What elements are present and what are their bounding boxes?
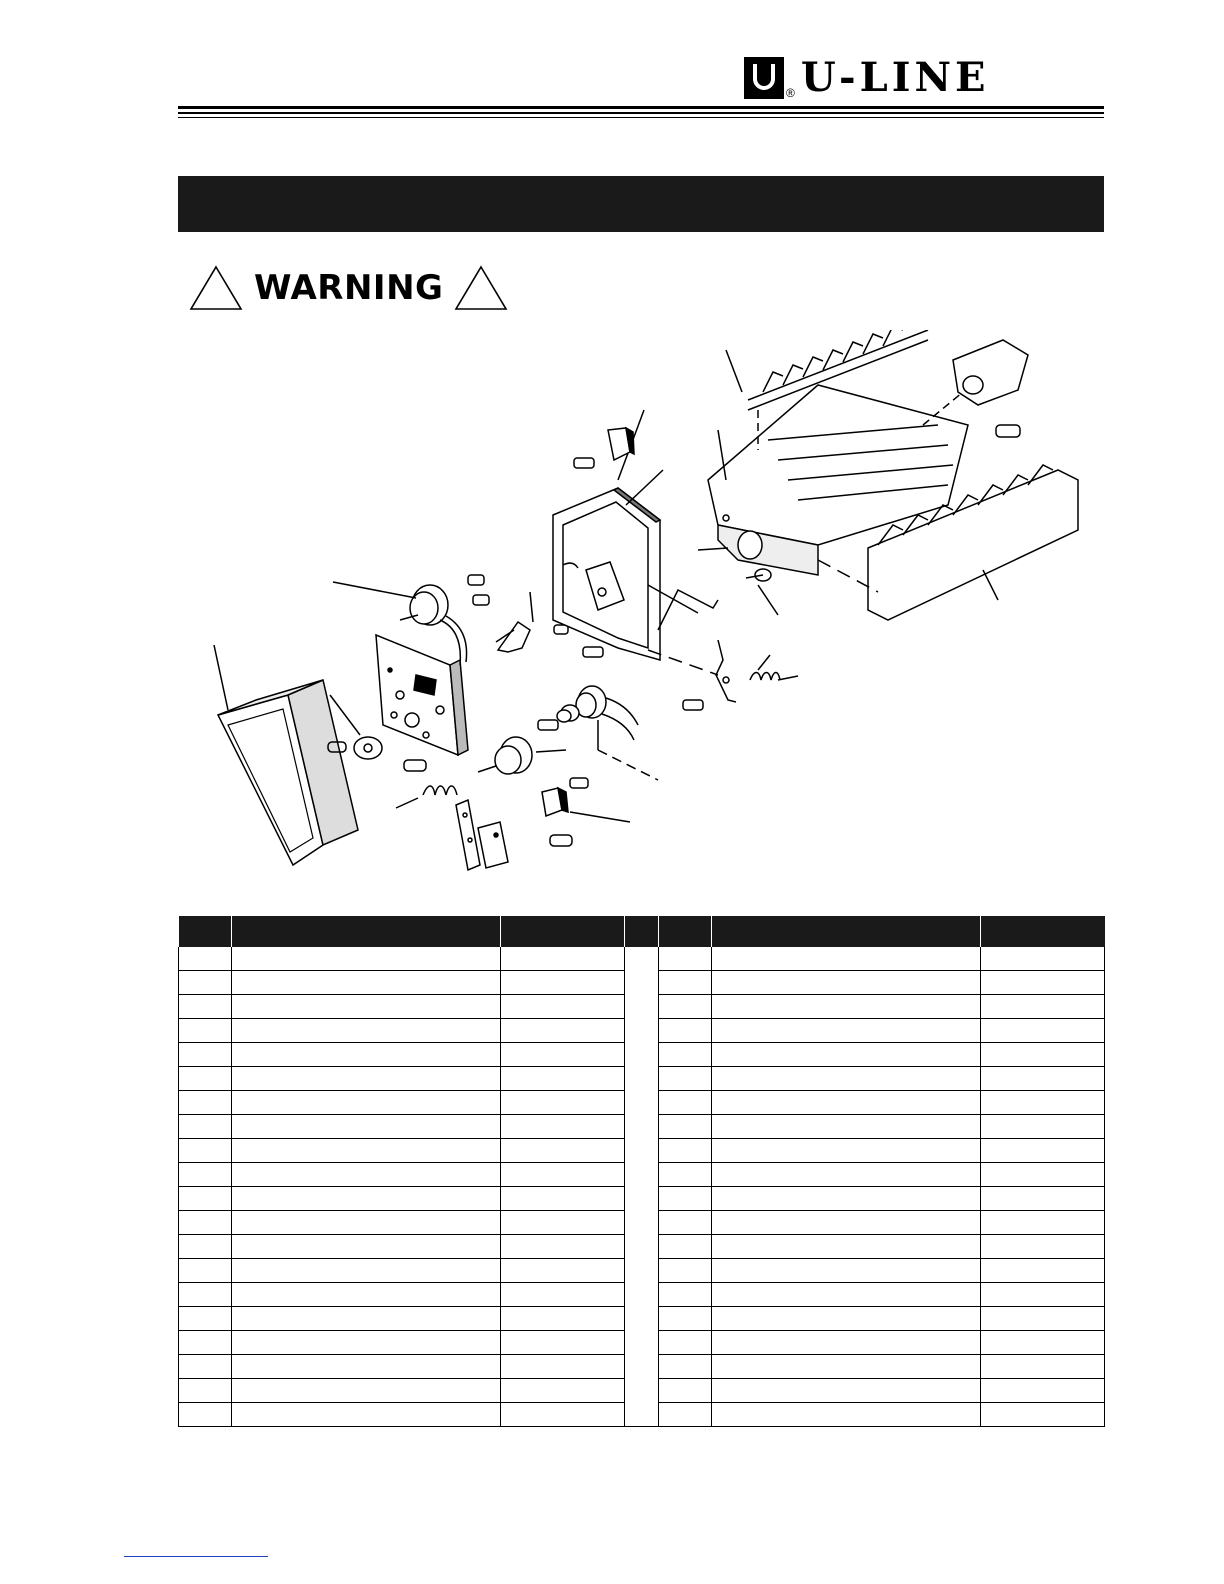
col-header-gap xyxy=(625,916,659,947)
connector-part xyxy=(557,705,579,722)
table-cell xyxy=(501,1091,625,1115)
table-cell xyxy=(179,1259,232,1283)
switch-plate-part xyxy=(456,800,508,870)
table-cell xyxy=(232,1355,501,1379)
table-cell xyxy=(501,1067,625,1091)
table-cell xyxy=(232,1331,501,1355)
lever-clip-part xyxy=(496,622,530,652)
u-line-logo-icon xyxy=(744,57,784,99)
table-cell xyxy=(625,1139,659,1163)
brand-logo xyxy=(744,56,990,100)
top-clip-part xyxy=(608,428,634,460)
table-cell xyxy=(712,1019,981,1043)
table-cell xyxy=(625,1211,659,1235)
housing-part xyxy=(553,488,660,660)
table-cell xyxy=(232,971,501,995)
table-row xyxy=(179,1019,1105,1043)
table-cell xyxy=(501,1019,625,1043)
table-cell xyxy=(659,1043,712,1067)
table-cell xyxy=(625,1379,659,1403)
table-cell xyxy=(659,971,712,995)
table-cell xyxy=(712,1091,981,1115)
table-cell xyxy=(232,1163,501,1187)
table-cell xyxy=(179,1187,232,1211)
brand-name: U-LINE xyxy=(800,54,990,101)
table-cell xyxy=(659,1379,712,1403)
table-cell xyxy=(981,1187,1105,1211)
table-cell xyxy=(179,1331,232,1355)
table-cell xyxy=(179,1115,232,1139)
table-cell xyxy=(179,995,232,1019)
table-cell xyxy=(981,1139,1105,1163)
table-cell xyxy=(659,1235,712,1259)
section-title-bar xyxy=(178,176,1104,232)
table-cell xyxy=(712,1163,981,1187)
table-cell xyxy=(179,1211,232,1235)
table-cell xyxy=(501,1379,625,1403)
table-cell xyxy=(179,1283,232,1307)
table-row xyxy=(179,1331,1105,1355)
table-cell xyxy=(712,995,981,1019)
table-cell xyxy=(981,1259,1105,1283)
table-cell xyxy=(981,1067,1105,1091)
table-cell xyxy=(981,1355,1105,1379)
table-cell xyxy=(179,947,232,971)
table-cell xyxy=(712,1307,981,1331)
table-cell xyxy=(659,1211,712,1235)
table-cell xyxy=(625,1331,659,1355)
table-cell xyxy=(501,1163,625,1187)
registered-mark: ® xyxy=(786,86,795,100)
col-header-item xyxy=(179,916,232,947)
col-header-description-2 xyxy=(712,916,981,947)
table-cell xyxy=(659,1091,712,1115)
table-row xyxy=(179,995,1105,1019)
table-cell xyxy=(625,1043,659,1067)
table-row xyxy=(179,1091,1105,1115)
table-cell xyxy=(659,1283,712,1307)
table-cell xyxy=(179,1163,232,1187)
table-cell xyxy=(712,1115,981,1139)
table-cell xyxy=(232,995,501,1019)
table-cell xyxy=(501,1331,625,1355)
table-cell xyxy=(712,1235,981,1259)
table-cell xyxy=(712,1211,981,1235)
front-cover-part xyxy=(218,680,358,865)
table-row xyxy=(179,1307,1105,1331)
table-cell xyxy=(501,1355,625,1379)
table-cell xyxy=(981,1091,1105,1115)
table-cell xyxy=(232,1307,501,1331)
table-cell xyxy=(232,1211,501,1235)
table-cell xyxy=(659,1307,712,1331)
table-cell xyxy=(981,1163,1105,1187)
table-cell xyxy=(712,1355,981,1379)
table-cell xyxy=(232,1115,501,1139)
table-row xyxy=(179,1163,1105,1187)
table-cell xyxy=(712,1331,981,1355)
table-cell xyxy=(232,1043,501,1067)
table-cell xyxy=(501,1115,625,1139)
table-cell xyxy=(179,1355,232,1379)
table-row xyxy=(179,971,1105,995)
table-cell xyxy=(232,1067,501,1091)
table-cell xyxy=(232,1235,501,1259)
table-cell xyxy=(981,1379,1105,1403)
table-cell xyxy=(232,1283,501,1307)
table-cell xyxy=(712,1283,981,1307)
header-rule-1 xyxy=(178,106,1104,109)
col-header-description xyxy=(232,916,501,947)
table-cell xyxy=(981,1307,1105,1331)
table-cell xyxy=(501,1211,625,1235)
table-cell xyxy=(179,1379,232,1403)
table-cell xyxy=(712,1043,981,1067)
table-cell xyxy=(981,1043,1105,1067)
table-cell xyxy=(232,1259,501,1283)
table-cell xyxy=(232,1379,501,1403)
table-row xyxy=(179,1187,1105,1211)
table-cell xyxy=(501,1139,625,1163)
table-cell xyxy=(659,995,712,1019)
table-cell xyxy=(981,1235,1105,1259)
table-cell xyxy=(625,1115,659,1139)
table-cell xyxy=(659,1067,712,1091)
cam-part xyxy=(478,737,532,774)
table-cell xyxy=(981,995,1105,1019)
table-cell xyxy=(712,1379,981,1403)
table-row xyxy=(179,1043,1105,1067)
ejector-lever-part xyxy=(716,640,736,702)
table-cell xyxy=(712,1259,981,1283)
table-row xyxy=(179,1139,1105,1163)
table-row xyxy=(179,947,1105,971)
table-cell xyxy=(501,1283,625,1307)
table-cell xyxy=(501,1259,625,1283)
table-cell xyxy=(625,1163,659,1187)
table-cell xyxy=(659,947,712,971)
table-cell xyxy=(712,971,981,995)
table-cell xyxy=(501,1187,625,1211)
table-cell xyxy=(659,1259,712,1283)
footer-link-underline[interactable] xyxy=(124,1556,268,1557)
table-cell xyxy=(625,1235,659,1259)
table-row xyxy=(179,1259,1105,1283)
washer-part xyxy=(354,737,382,759)
col-header-item-2 xyxy=(659,916,712,947)
table-row xyxy=(179,1355,1105,1379)
table-cell xyxy=(625,995,659,1019)
warning-triangle-icon xyxy=(453,264,509,312)
warning-triangle-icon xyxy=(188,264,244,312)
mounting-plate-part xyxy=(376,635,468,755)
table-row xyxy=(179,1403,1105,1427)
table-cell xyxy=(232,1019,501,1043)
table-cell xyxy=(501,1403,625,1427)
spring-part xyxy=(423,655,780,795)
table-cell xyxy=(712,1139,981,1163)
table-cell xyxy=(659,1163,712,1187)
table-cell xyxy=(232,1091,501,1115)
table-cell xyxy=(501,1043,625,1067)
parts-table-body xyxy=(179,947,1105,1427)
table-cell xyxy=(232,1187,501,1211)
table-cell xyxy=(179,1043,232,1067)
table-cell xyxy=(981,1283,1105,1307)
table-cell xyxy=(232,1139,501,1163)
col-header-part-number xyxy=(501,916,625,947)
switch-part xyxy=(542,788,568,816)
warning-banner xyxy=(188,264,509,312)
table-cell xyxy=(981,1115,1105,1139)
table-cell xyxy=(712,1187,981,1211)
table-cell xyxy=(981,1331,1105,1355)
table-cell xyxy=(179,1067,232,1091)
table-cell xyxy=(179,1403,232,1427)
table-cell xyxy=(659,1355,712,1379)
parts-list-table xyxy=(178,916,1105,1427)
table-cell xyxy=(625,1403,659,1427)
table-cell xyxy=(501,1307,625,1331)
table-cell xyxy=(625,1187,659,1211)
table-cell xyxy=(625,947,659,971)
table-cell xyxy=(625,971,659,995)
table-row xyxy=(179,1379,1105,1403)
table-cell xyxy=(659,1019,712,1043)
table-cell xyxy=(501,995,625,1019)
table-cell xyxy=(501,947,625,971)
table-cell xyxy=(659,1187,712,1211)
table-cell xyxy=(501,971,625,995)
table-cell xyxy=(659,1115,712,1139)
table-row xyxy=(179,1067,1105,1091)
table-row xyxy=(179,1211,1105,1235)
table-cell xyxy=(659,1331,712,1355)
table-cell xyxy=(179,971,232,995)
table-cell xyxy=(232,947,501,971)
table-cell xyxy=(179,1019,232,1043)
table-cell xyxy=(712,947,981,971)
table-cell xyxy=(232,1403,501,1427)
table-cell xyxy=(659,1139,712,1163)
table-cell xyxy=(625,1307,659,1331)
table-cell xyxy=(625,1259,659,1283)
table-cell xyxy=(179,1139,232,1163)
table-cell xyxy=(625,1019,659,1043)
table-cell xyxy=(981,1019,1105,1043)
table-cell xyxy=(179,1235,232,1259)
table-cell xyxy=(625,1067,659,1091)
table-header-row xyxy=(179,916,1105,947)
header-rule-2 xyxy=(178,112,1104,114)
table-cell xyxy=(625,1355,659,1379)
table-cell xyxy=(712,1067,981,1091)
table-cell xyxy=(501,1235,625,1259)
warning-label: WARNING xyxy=(254,268,444,308)
table-cell xyxy=(179,1307,232,1331)
table-cell xyxy=(981,971,1105,995)
table-row xyxy=(179,1283,1105,1307)
header-rule-3 xyxy=(178,117,1104,118)
table-cell xyxy=(712,1403,981,1427)
thermostat-part xyxy=(576,686,638,750)
table-cell xyxy=(179,1091,232,1115)
table-cell xyxy=(625,1091,659,1115)
ice-maker-exploded-diagram xyxy=(178,330,1104,890)
table-cell xyxy=(981,1211,1105,1235)
table-cell xyxy=(981,1403,1105,1427)
table-row xyxy=(179,1115,1105,1139)
fill-cup-part xyxy=(953,340,1028,405)
table-cell xyxy=(625,1283,659,1307)
col-header-part-number-2 xyxy=(981,916,1105,947)
table-cell xyxy=(981,947,1105,971)
table-cell xyxy=(659,1403,712,1427)
table-row xyxy=(179,1235,1105,1259)
